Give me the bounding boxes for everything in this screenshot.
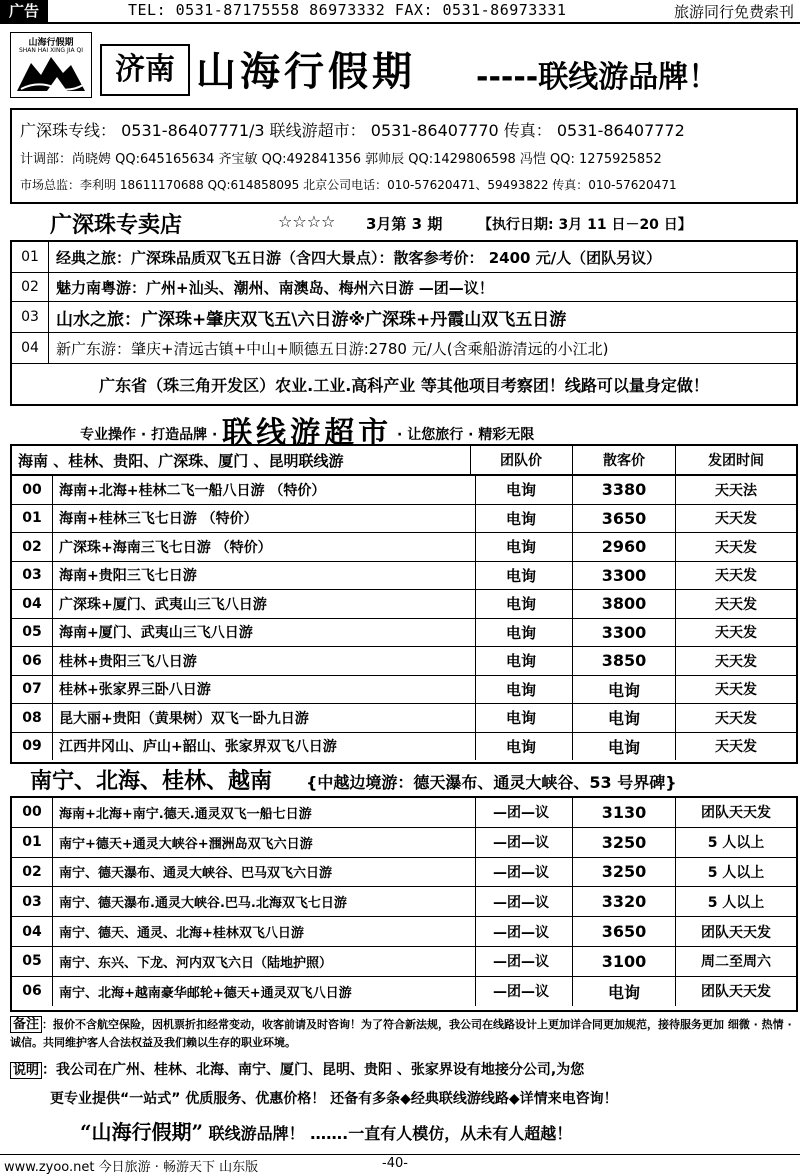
table-row xyxy=(12,676,796,705)
retail-price: 电询 xyxy=(573,676,676,704)
route-name: 海南+贵阳三飞七日游 xyxy=(53,562,476,590)
departure-time: 天天发 xyxy=(715,653,757,670)
page-number: -40- xyxy=(382,1156,408,1171)
route-name: 广深珠+海南三飞七日游 （特价） xyxy=(53,533,476,561)
departure-time: 天天发 xyxy=(715,682,757,699)
team-price: 电询 xyxy=(470,619,573,647)
row-number: 03 xyxy=(12,887,53,916)
retail-price: 3300 xyxy=(573,619,676,647)
team-price: —团—议 xyxy=(470,828,573,857)
route-name: 海南+桂林三飞七日游 （特价） xyxy=(53,505,476,533)
brand-signature: “山海行假期” xyxy=(80,1120,204,1144)
retail-price: 3320 xyxy=(573,887,676,916)
team-price: —团—议 xyxy=(470,947,573,976)
route-name: 海南+厦门、武夷山三飞八日游 xyxy=(53,619,476,647)
route-name: 南宁、德天瀑布、通灵大峡谷、巴马双飞六日游 xyxy=(53,858,476,887)
row-number: 03 xyxy=(12,562,53,590)
team-price: 电询 xyxy=(470,505,573,533)
team-price: —团—议 xyxy=(470,798,573,827)
section2-subtitle: {中越边境游：德天瀑布、通灵大峡谷、53 号界碑} xyxy=(306,773,677,792)
table-row xyxy=(12,798,796,828)
departure-time: 天天发 xyxy=(715,568,757,585)
table-row xyxy=(12,619,796,648)
team-price: —团—议 xyxy=(470,917,573,946)
row-number: 06 xyxy=(12,647,53,675)
table-row xyxy=(12,917,796,947)
team-price: 电询 xyxy=(470,533,573,561)
table-row xyxy=(12,828,796,858)
row-text: 山水之旅：广深珠+肇庆双飞五\六日游※广深珠+丹霞山双飞五日游 xyxy=(56,309,567,330)
row-number: 04 xyxy=(12,917,53,946)
route-name: 桂林+贵阳三飞八日游 xyxy=(53,647,476,675)
row-number: 01 xyxy=(12,242,49,272)
retail-price: 3100 xyxy=(573,947,676,976)
table-row xyxy=(12,977,796,1006)
row-number: 09 xyxy=(12,733,53,761)
departure-time: 团队天天发 xyxy=(701,924,771,941)
departure-time: 天天发 xyxy=(715,539,757,556)
table-header xyxy=(12,446,796,476)
top-bar xyxy=(0,0,800,24)
retail-price: 3800 xyxy=(573,590,676,618)
row-number: 06 xyxy=(12,977,53,1006)
retail-price: 3650 xyxy=(573,505,676,533)
brand-city: 济南 xyxy=(100,44,190,96)
team-price: —团—议 xyxy=(470,977,573,1006)
table-row xyxy=(12,887,796,917)
row-number: 02 xyxy=(12,858,53,887)
route-name: 南宁、德天瀑布.通灵大峡谷.巴马.北海双飞七日游 xyxy=(53,887,476,916)
route-name: 海南+北海+南宁.德天.通灵双飞一船七日游 xyxy=(53,798,476,827)
retail-price: 3850 xyxy=(573,647,676,675)
departure-time: 5 人以上 xyxy=(707,835,765,852)
brand-line xyxy=(80,1116,572,1145)
retail-price: 3300 xyxy=(573,562,676,590)
departure-time: 天天法 xyxy=(715,482,757,499)
team-price: 电询 xyxy=(470,476,573,504)
retail-price: 2960 xyxy=(573,533,676,561)
row-number: 04 xyxy=(12,333,49,363)
team-price: 电询 xyxy=(470,704,573,732)
route-name: 桂林+张家界三卧八日游 xyxy=(53,676,476,704)
row-number: 07 xyxy=(12,676,53,704)
store-exec-date: 【执行日期: 3月 11 日－20 日】 xyxy=(478,217,692,233)
col-team-price: 团队价 xyxy=(470,446,573,474)
brand-line-text: 联线游品牌！ …….一直有人模仿，从未有人超越！ xyxy=(208,1124,573,1143)
departure-time: 天天发 xyxy=(715,625,757,642)
slogan-left: 专业操作 · 打造品牌 · xyxy=(80,427,218,443)
col-departure: 发团时间 xyxy=(708,453,764,469)
table-row xyxy=(12,858,796,888)
slogan-big: 联线游超市 xyxy=(222,416,393,451)
route-name: 南宁、东兴、下龙、河内双飞六日（陆地护照） xyxy=(53,947,476,976)
mountain-icon xyxy=(17,55,85,91)
table-row xyxy=(12,476,796,505)
table-row xyxy=(12,562,796,591)
section2-title: 南宁、北海、桂林、越南 xyxy=(30,769,273,794)
notes-label: 备注 xyxy=(10,1016,42,1033)
row-text: 新广东游：肇庆+清远古镇+中山+顺德五日游:2780 元/人(含乘船游清远的小江北) xyxy=(56,339,609,358)
logo-title: 山海行假期 xyxy=(28,38,74,48)
departure-time: 天天发 xyxy=(715,710,757,727)
store-routes xyxy=(10,240,798,406)
team-price: 电询 xyxy=(470,733,573,761)
retail-price: 电询 xyxy=(573,733,676,761)
retail-price: 3380 xyxy=(573,476,676,504)
header-right-note: 旅游同行免费索刊 xyxy=(673,3,794,21)
row-number: 00 xyxy=(12,798,53,827)
store-period: 3月第 3 期 xyxy=(366,215,443,233)
row-text: 经典之旅：广深珠品质双飞五日游（含四大景点）：散客参考价： 2400 元/人（团队另议） xyxy=(56,248,662,267)
table-row xyxy=(12,533,796,562)
retail-price: 3250 xyxy=(573,828,676,857)
departure-time: 天天发 xyxy=(715,511,757,528)
explanation-label: 说明 xyxy=(10,1062,42,1079)
row-number: 02 xyxy=(12,533,53,561)
contact-line-3: 市场总监：李利明 18611170688 QQ:614858095 北京公司电话：010-57620471、59493822 传真：010-57620471 xyxy=(20,178,677,192)
route-name: 海南+北海+桂林二飞一船八日游 （特价） xyxy=(53,476,476,504)
departure-time: 5 人以上 xyxy=(707,864,765,881)
table-row xyxy=(12,647,796,676)
table-row xyxy=(12,590,796,619)
route-table-1 xyxy=(10,444,798,764)
footer xyxy=(0,1154,800,1173)
team-price: —团—议 xyxy=(470,858,573,887)
departure-time: 周二至周六 xyxy=(701,954,771,971)
row-number: 01 xyxy=(12,828,53,857)
row-text: 魅力南粤游：广州+汕头、潮州、南澳岛、梅州六日游 —团—议！ xyxy=(56,278,494,297)
departure-time: 5 人以上 xyxy=(707,894,765,911)
store-note: 广东省（珠三角开发区）农业.工业.高科产业 等其他项目考察团！线路可以量身定做！ xyxy=(99,375,709,395)
row-number: 05 xyxy=(12,947,53,976)
table-row xyxy=(12,505,796,534)
explanation xyxy=(10,1056,794,1113)
team-price: 电询 xyxy=(470,676,573,704)
store-title: 广深珠专卖店 xyxy=(50,213,183,238)
store-row xyxy=(12,273,796,302)
route-name: 广深珠+厦门、武夷山三飞八日游 xyxy=(53,590,476,618)
explanation-line-2: 更专业提供“一站式” 优质服务、优惠价格！ 还备有多条◆经典联线游线路◆详情来电咨询！ xyxy=(50,1091,618,1107)
route-name: 南宁、德天、通灵、北海+桂林双飞八日游 xyxy=(53,917,476,946)
team-price: 电询 xyxy=(470,562,573,590)
retail-price: 3130 xyxy=(573,798,676,827)
col-retail-price: 散客价 xyxy=(573,446,676,474)
route-table-2 xyxy=(10,796,798,1012)
ad-tag: 广告 xyxy=(0,0,48,22)
departure-time: 天天发 xyxy=(715,739,757,756)
explanation-line-1: ：我公司在广州、桂林、北海、南宁、厦门、昆明、贵阳 、张家界设有地接分公司,为您 xyxy=(42,1062,585,1078)
logo-subtitle: SHAN HAI XING JIA QI xyxy=(18,47,84,54)
retail-price: 3250 xyxy=(573,858,676,887)
table-row xyxy=(12,733,796,761)
contact-line-1: 广深珠专线： 0531-86407771/3 联线游超市： 0531-86407770 传真： 0531-86407772 xyxy=(20,121,685,140)
brand-name: 山海行假期 xyxy=(196,48,416,95)
route-name: 昆大丽+贵阳（黄果树）双飞一卧九日游 xyxy=(53,704,476,732)
row-number: 00 xyxy=(12,476,53,504)
company-logo xyxy=(10,32,92,98)
store-row xyxy=(12,302,796,333)
row-number: 04 xyxy=(12,590,53,618)
store-row xyxy=(12,242,796,273)
team-price: 电询 xyxy=(470,590,573,618)
row-number: 08 xyxy=(12,704,53,732)
route-name: 江西井冈山、庐山+韶山、张家界双飞八日游 xyxy=(53,733,476,761)
row-number: 02 xyxy=(12,273,49,301)
notes-text: ：报价不含航空保险，因机票折扣经常变动，收客前请及时咨询！为了符合新法规，我公司在线路设计上更加详合同更加规范，接待服务更加 细微 · 热情 · 诚信。共同维护客人合法权益及我们赖以生存的职业环境。 xyxy=(10,1018,792,1049)
footer-site: www.zyoo.net 今日旅游 · 畅游天下 山东版 xyxy=(4,1160,259,1175)
contact-box xyxy=(10,108,798,204)
store-stars: ☆☆☆☆ xyxy=(278,212,336,231)
slogan-right: · 让您旅行 · 精彩无限 xyxy=(397,427,535,443)
row-number: 01 xyxy=(12,505,53,533)
departure-time: 团队天天发 xyxy=(701,984,771,1001)
table-row xyxy=(12,947,796,977)
route-name: 南宁、北海+越南豪华邮轮+德天+通灵双飞八日游 xyxy=(53,977,476,1006)
row-number: 05 xyxy=(12,619,53,647)
departure-time: 团队天天发 xyxy=(701,805,771,822)
store-row xyxy=(12,333,796,364)
retail-price: 3650 xyxy=(573,917,676,946)
row-number: 03 xyxy=(12,302,49,332)
retail-price: 电询 xyxy=(573,704,676,732)
notes xyxy=(10,1016,794,1052)
retail-price: 电询 xyxy=(573,977,676,1006)
team-price: 电询 xyxy=(470,647,573,675)
brand-tagline: -----联线游品牌！ xyxy=(476,60,719,95)
departure-time: 天天发 xyxy=(715,596,757,613)
header-contact: TEL: 0531-87175558 86973332 FAX: 0531-86973331 xyxy=(128,1,567,19)
col-route: 海南 、桂林、贵阳、广深珠、厦门 、昆明联线游 xyxy=(12,446,471,474)
table-row xyxy=(12,704,796,733)
route-name: 南宁+德天+通灵大峡谷+涠洲岛双飞六日游 xyxy=(53,828,476,857)
team-price: —团—议 xyxy=(470,887,573,916)
contact-line-2: 计调部：尚晓娉 QQ:645165634 齐宝敏 QQ:492841356 郭帅辰 QQ:1429806598 冯恺 QQ: 1275925852 xyxy=(20,152,662,167)
